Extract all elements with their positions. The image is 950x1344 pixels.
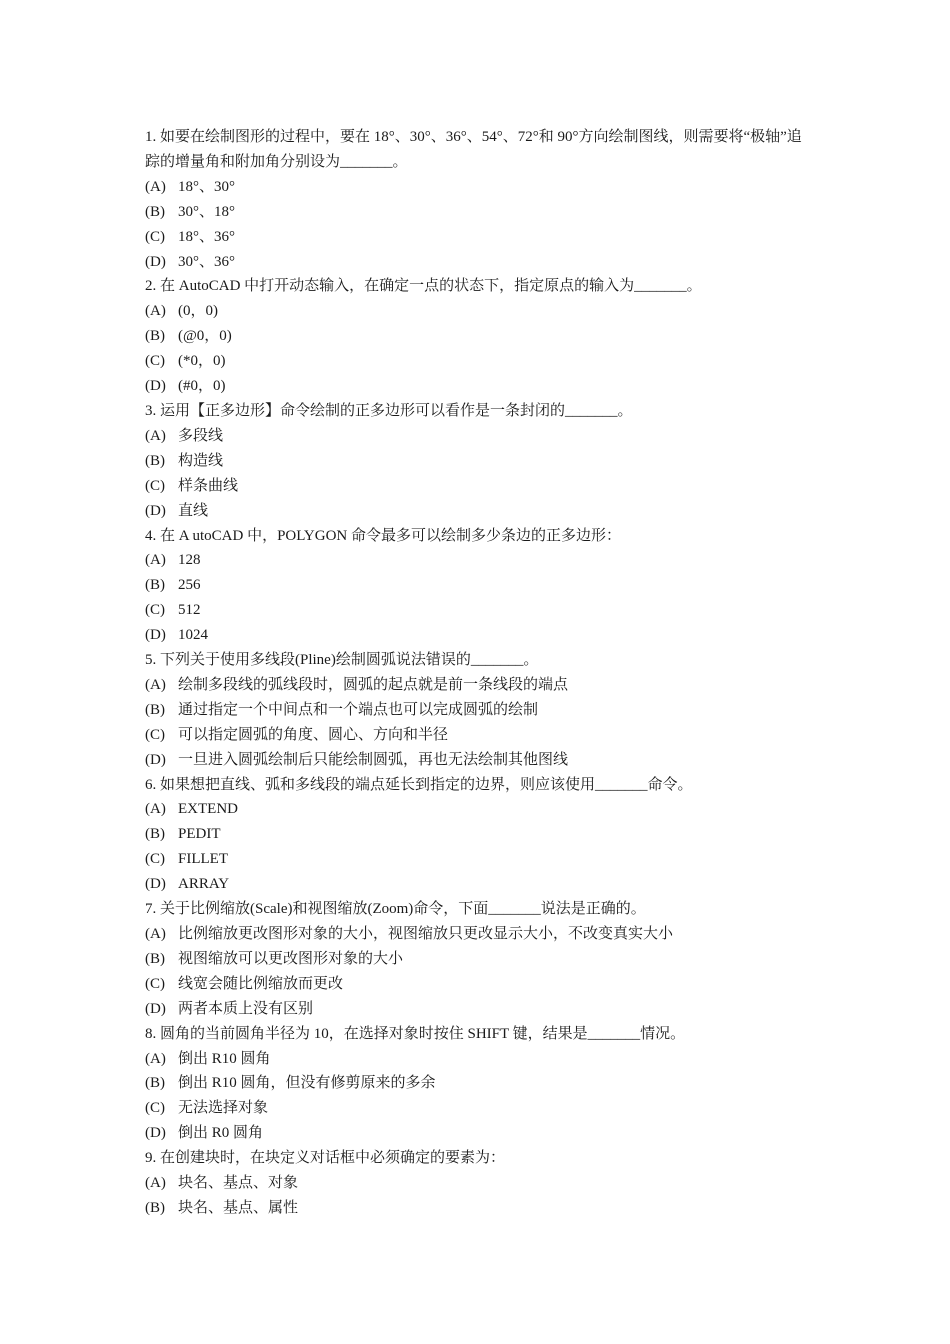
option-label: (A)	[145, 178, 166, 195]
question-4-option-a	[145, 548, 810, 573]
question-5-option-d	[145, 748, 810, 773]
option-text: 倒出 R0 圆角	[178, 1125, 264, 1142]
option-label: (C)	[145, 602, 165, 619]
option-text: 直线	[178, 502, 209, 519]
question-list	[145, 125, 810, 1221]
option-label: (A)	[145, 801, 166, 818]
question-9-option-a	[145, 1171, 810, 1196]
question-7-option-b	[145, 947, 810, 972]
option-label: (C)	[145, 353, 165, 370]
option-label: (B)	[145, 826, 165, 843]
option-text: 绘制多段线的弧线段时，圆弧的起点就是前一条线段的端点	[178, 676, 569, 693]
option-text: 通过指定一个中间点和一个端点也可以完成圆弧的绘制	[178, 701, 539, 718]
question-9-option-b	[145, 1196, 810, 1221]
option-text: 块名、基点、对象	[178, 1175, 299, 1192]
question-7-option-d	[145, 997, 810, 1022]
option-label: (A)	[145, 676, 166, 693]
question-6-option-d	[145, 872, 810, 897]
option-text: 构造线	[178, 452, 224, 469]
option-label: (A)	[145, 552, 166, 569]
option-label: (B)	[145, 452, 165, 469]
question-5-option-a	[145, 673, 810, 698]
option-text: 无法选择对象	[178, 1100, 269, 1117]
question-2-text: 2. 在 AutoCAD 中打开动态输入，在确定一点的状态下，指定原点的输入为_______。	[145, 278, 702, 295]
option-text: 两者本质上没有区别	[178, 1000, 314, 1017]
option-text: 512	[178, 602, 201, 619]
option-label: (C)	[145, 851, 165, 868]
question-2-option-c	[145, 349, 810, 374]
option-text: 128	[178, 552, 201, 569]
option-label: (B)	[145, 203, 165, 220]
option-text: 倒出 R10 圆角，但没有修剪原来的多余	[178, 1075, 436, 1092]
question-8-option-a	[145, 1047, 810, 1072]
question-6-option-a	[145, 797, 810, 822]
option-text: 视图缩放可以更改图形对象的大小	[178, 950, 404, 967]
option-label: (B)	[145, 701, 165, 718]
option-text: 倒出 R10 圆角	[178, 1050, 271, 1067]
option-text: 一旦进入圆弧绘制后只能绘制圆弧，再也无法绘制其他图线	[178, 751, 569, 768]
question-2-option-b	[145, 324, 810, 349]
question-6-option-b	[145, 822, 810, 847]
option-label: (D)	[145, 751, 166, 768]
option-text: 30°、36°	[178, 253, 235, 270]
question-4-option-d	[145, 623, 810, 648]
question-4-option-b	[145, 573, 810, 598]
option-text: (*0，0)	[178, 353, 226, 370]
question-5-text: 5. 下列关于使用多线段(Pline)绘制圆弧说法错误的_______。	[145, 652, 539, 669]
option-text: 可以指定圆弧的角度、圆心、方向和半径	[178, 726, 449, 743]
question-9-text: 9. 在创建块时，在块定义对话框中必须确定的要素为：	[145, 1150, 506, 1167]
question-1-option-b	[145, 200, 810, 225]
option-label: (D)	[145, 502, 166, 519]
question-3-text: 3. 运用【正多边形】命令绘制的正多边形可以看作是一条封闭的_______。	[145, 402, 633, 419]
option-text: (0，0)	[178, 303, 218, 320]
question-3-option-d	[145, 499, 810, 524]
option-text: 30°、18°	[178, 203, 235, 220]
question-1-option-d	[145, 250, 810, 275]
option-label: (C)	[145, 477, 165, 494]
question-8-option-d	[145, 1121, 810, 1146]
question-3-option-a	[145, 424, 810, 449]
option-text: (#0，0)	[178, 378, 226, 395]
option-text: EXTEND	[178, 801, 238, 818]
question-4-text: 4. 在 A utoCAD 中，POLYGON 命令最多可以绘制多少条边的正多边形：	[145, 527, 622, 544]
option-text: (@0，0)	[178, 328, 232, 345]
option-label: (B)	[145, 950, 165, 967]
option-label: (A)	[145, 303, 166, 320]
question-7-text: 7. 关于比例缩放(Scale)和视图缩放(Zoom)命令，下面_______说法是正确的。	[145, 901, 646, 918]
option-text: 样条曲线	[178, 477, 239, 494]
option-text: 18°、30°	[178, 178, 235, 195]
option-label: (A)	[145, 427, 166, 444]
question-1-text: 1. 如要在绘制图形的过程中，要在 18°、30°、36°、54°、72°和 90°方向绘制图线，则需要将“极轴”追踪的增量角和附加角分别设为_______。	[145, 129, 802, 170]
question-3-option-b	[145, 449, 810, 474]
question-4-option-c	[145, 598, 810, 623]
question-3-option-c	[145, 474, 810, 499]
option-label: (D)	[145, 876, 166, 893]
option-label: (D)	[145, 627, 166, 644]
question-8-text: 8. 圆角的当前圆角半径为 10，在选择对象时按住 SHIFT 键，结果是_______情况。	[145, 1025, 686, 1042]
option-label: (D)	[145, 378, 166, 395]
option-label: (C)	[145, 228, 165, 245]
option-label: (B)	[145, 1075, 165, 1092]
option-label: (A)	[145, 926, 166, 942]
option-label: (C)	[145, 726, 165, 743]
question-2-option-d	[145, 374, 810, 399]
option-label: (C)	[145, 1100, 165, 1117]
option-text: 块名、基点、属性	[178, 1199, 299, 1216]
option-text: FILLET	[178, 851, 228, 868]
option-label: (D)	[145, 253, 166, 270]
option-label: (A)	[145, 1175, 166, 1192]
option-label: (D)	[145, 1000, 166, 1017]
question-6-text: 6. 如果想把直线、弧和多线段的端点延长到指定的边界，则应该使用_______命令。	[145, 776, 693, 793]
option-text: 比例缩放更改图形对象的大小，视图缩放只更改显示大小，不改变真实大小	[178, 926, 674, 942]
option-label: (C)	[145, 975, 165, 992]
question-1-option-c	[145, 225, 810, 250]
option-label: (D)	[145, 1125, 166, 1142]
question-7-option-c	[145, 972, 810, 997]
option-text: 线宽会随比例缩放而更改	[178, 975, 344, 992]
option-text: 多段线	[178, 427, 224, 444]
option-text: PEDIT	[178, 826, 221, 843]
question-8-option-b	[145, 1071, 810, 1096]
option-label: (B)	[145, 1199, 165, 1216]
option-text: 256	[178, 577, 201, 594]
question-5-option-b	[145, 698, 810, 723]
question-8-option-c	[145, 1096, 810, 1121]
option-label: (A)	[145, 1050, 166, 1067]
question-1-option-a	[145, 175, 810, 200]
question-5-option-c	[145, 723, 810, 748]
option-label: (B)	[145, 577, 165, 594]
question-6-option-c	[145, 847, 810, 872]
question-7-option-a	[145, 922, 810, 947]
option-text: 1024	[178, 627, 208, 644]
question-2-option-a	[145, 299, 810, 324]
option-text: 18°、36°	[178, 228, 235, 245]
option-label: (B)	[145, 328, 165, 345]
option-text: ARRAY	[178, 876, 230, 893]
